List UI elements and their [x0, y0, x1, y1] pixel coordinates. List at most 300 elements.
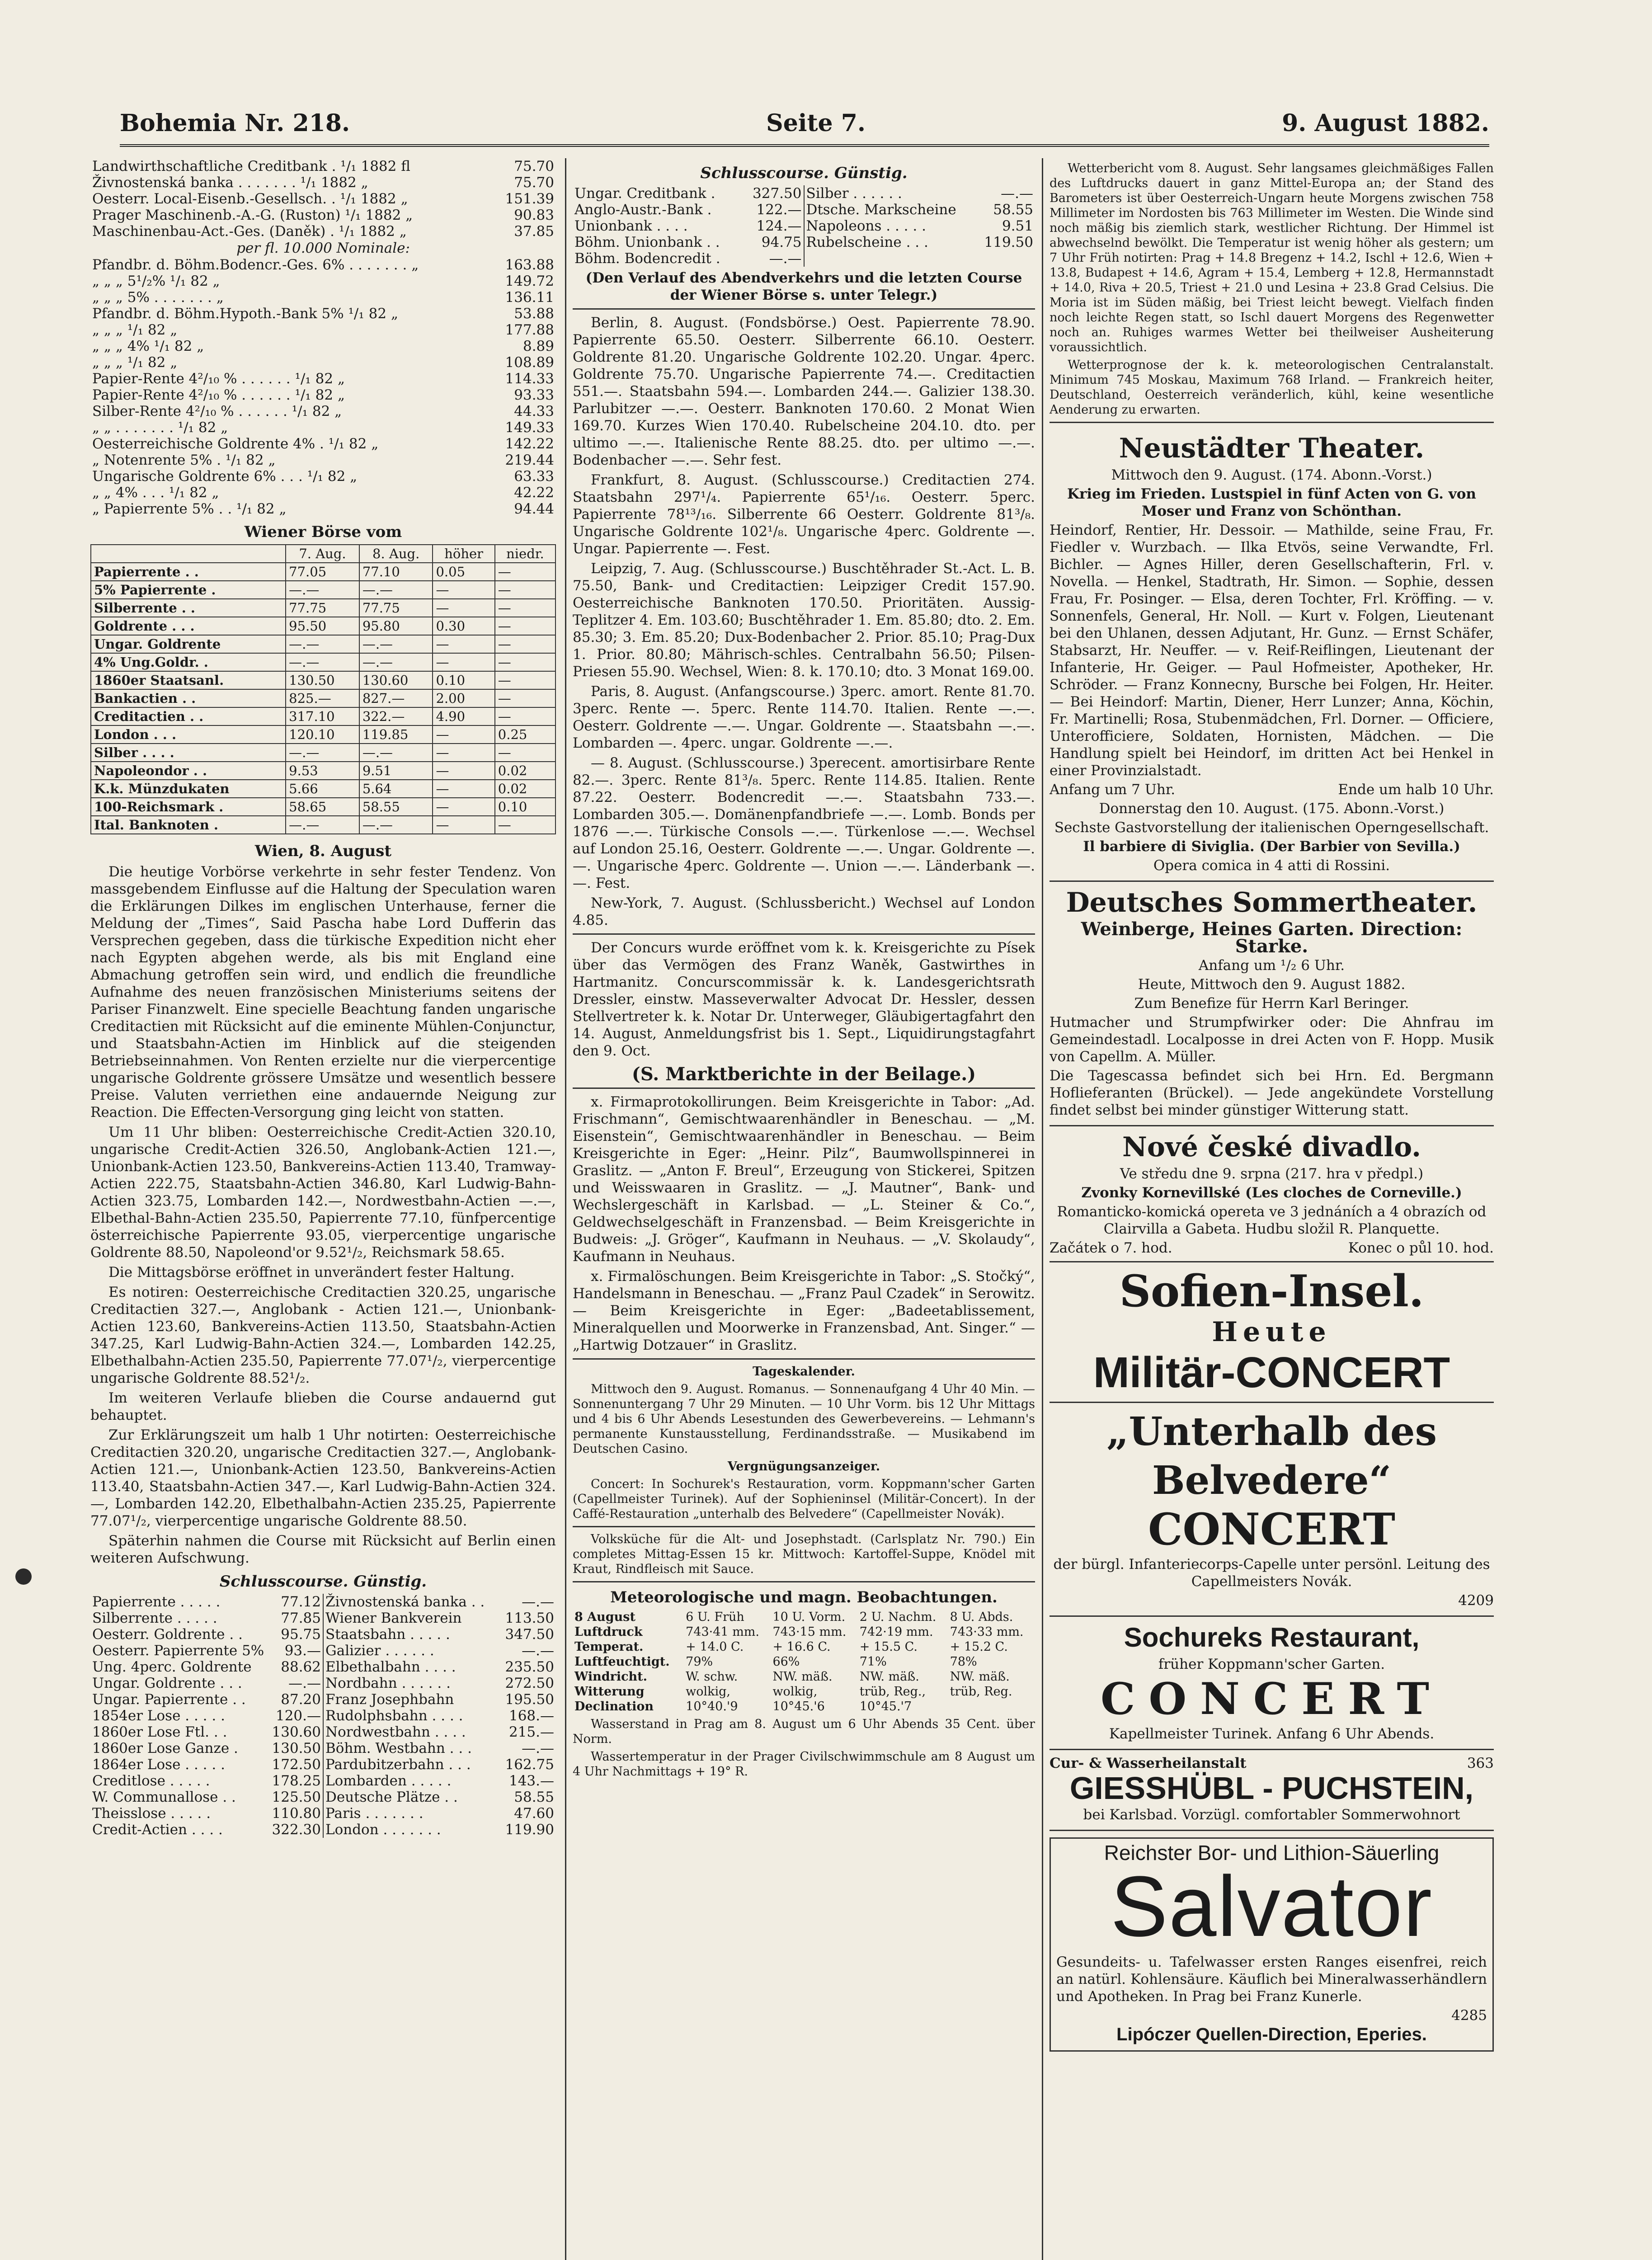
giesshuebl-number: 363: [1467, 1755, 1494, 1771]
table-cell: —: [495, 617, 555, 635]
belvedere-title: „Unterhalb des Belvedere“: [1106, 1409, 1437, 1503]
table-cell: 215.—: [508, 1724, 554, 1740]
tageskalender-title: Tageskalender.: [753, 1365, 855, 1379]
table-row: [90, 1708, 323, 1724]
sochurek-ad: [1050, 1617, 1494, 1750]
table-row: [573, 1639, 1035, 1654]
table-row: [90, 306, 556, 322]
table-cell: 77.10: [359, 563, 433, 581]
table-row: [91, 563, 555, 581]
table-cell: + 14.0 C.: [686, 1640, 744, 1654]
table-row: [90, 1789, 323, 1805]
table-cell: 0.10: [433, 671, 494, 689]
table-row: [573, 218, 804, 234]
table-cell: —.—: [522, 1740, 554, 1756]
neustaedter-theater-ad: [1050, 428, 1494, 882]
table-cell: 77.12: [281, 1594, 321, 1610]
table-row: [573, 1610, 1035, 1624]
frankfurt-report: Frankfurt, 8. August. (Schlusscourse.) Creditactien 274. Staatsbahn 297¹/₄. Papierrente 65¹/₁₆. Oesterr. 5perc. Papierrente 78¹³/₁₆. Silberrente 66 Oesterr. Goldrente 81³/₈. Ungarische Goldrente 102¹/₈. Ungarische 4perc. Goldrente —. Ungar. Papierrente —. Fest.: [573, 472, 1035, 557]
table-cell: Ungar. Papierrente . .: [92, 1691, 246, 1708]
table-cell: 10°45.'6: [772, 1700, 825, 1714]
table-cell: 47.60: [514, 1805, 554, 1822]
table-cell: Silber . . . . . .: [806, 185, 902, 202]
table-cell: 4.90: [433, 707, 494, 725]
table-cell: Staatsbahn . . . . .: [325, 1626, 450, 1643]
table-row: [90, 257, 556, 273]
table-cell: Silber-Rente 4²/₁₀ % . . . . . . ¹/₁ 82 „: [92, 403, 342, 419]
table-cell: —.—: [522, 1643, 554, 1659]
table-cell: 195.50: [505, 1691, 554, 1708]
table-cell: 0.05: [433, 563, 494, 581]
table-cell: —.—: [359, 744, 433, 762]
table-row: [90, 1626, 323, 1643]
column-header: 8. Aug.: [359, 545, 433, 563]
table-cell: „ „ . . . . . . . ¹/₁ 82 „: [92, 419, 228, 436]
leipzig-report: Leipzig, 7. Aug. (Schlusscourse.) Buschtěhrader St.-Act. L. B. 75.50, Bank- und Creditactien: Leipziger Credit 157.90. Oesterreichische Banknoten 170.50. Prioritäten. Aussig-Teplitzer 4. Em. 103.60; Buschtěhrader 1. Em. 85.80; dto. 2. Em. 85.30; 3. Em. 85.20; Dux-Bodenbacher 2. Prior. 85.10; Prag-Dux 1. Prior. 80.80; Mährisch-schles. Centralbahn 56.50; Pilsen-Priesen 55.90. Wechsel, Wien: 8. k. 170.10; dto. 3 Monat 169.00.: [573, 560, 1035, 680]
table-cell: 235.50: [505, 1659, 554, 1675]
table-cell: Credit-Actien . . . .: [92, 1822, 223, 1838]
sommertheater-title: Deutsches Sommertheater.: [1066, 887, 1478, 918]
nove-divadlo-title: Nové české divadlo.: [1122, 1131, 1421, 1163]
table-cell: Papierrente . . . . .: [92, 1594, 221, 1610]
table-cell: Silber . . . .: [91, 744, 286, 762]
table-row: [90, 322, 556, 338]
table-cell: 9.51: [1002, 218, 1033, 234]
table-cell: Temperat.: [574, 1640, 644, 1654]
table-cell: 0.10: [495, 798, 555, 816]
table-cell: 114.33: [505, 371, 554, 387]
table-row: [91, 798, 555, 816]
table-cell: 5.66: [286, 780, 359, 798]
table-row: [324, 1610, 556, 1626]
table-row: [324, 1756, 556, 1773]
nove-divadlo-times: [1050, 1239, 1494, 1257]
market-report-4: Es notiren: Oesterreichische Creditactien 320.25, ungarische Creditactien 327.—, Anglobank - Actien 121.—, Unionbank-Actien 123.60, Bankvereins-Actien 113.50, Staatsbahn-Actien 347.25, Karl Ludwig-Bahn-Actien 324.—, Lombarden 142.25, Elbethalbahn-Actien 235.50, Papierrente 77.07¹/₂, vierpercentige ungarische Goldrente 88.52¹/₂.: [90, 1284, 556, 1386]
table-cell: Ital. Banknoten .: [91, 816, 286, 834]
table-cell: 1854er Lose . . . . .: [92, 1708, 225, 1724]
table-cell: Luftfeuchtigt.: [574, 1655, 670, 1669]
table-cell: Nordwestbahn . . . .: [325, 1724, 466, 1740]
table-cell: —: [495, 635, 555, 653]
table-cell: Ungar. Goldrente . . .: [92, 1675, 242, 1691]
table-cell: Rubelscheine . . .: [806, 234, 928, 250]
sommertheater-place: Weinberge, Heines Garten. Direction: Starke.: [1081, 918, 1463, 957]
table-row: [91, 599, 555, 617]
marktberichte-note: (S. Marktberichte in der Beilage.): [631, 1064, 976, 1085]
sochurek-text: Kapellmeister Turinek. Anfang 6 Uhr Abends.: [1109, 1726, 1435, 1742]
table-cell: —: [433, 725, 494, 744]
table-cell: 0.02: [495, 780, 555, 798]
neustaedter-sub-2: Opera comica in 4 atti di Rossini.: [1153, 857, 1390, 874]
table-cell: + 15.5 C.: [859, 1640, 918, 1654]
table-cell: „ „ „ 5% . . . . . . . „: [92, 289, 224, 306]
table-cell: 178.25: [272, 1773, 321, 1789]
table-cell: Paris . . . . . . .: [325, 1805, 424, 1822]
table-cell: 77.75: [286, 599, 359, 617]
table-cell: + 16.6 C.: [772, 1640, 831, 1654]
table-cell: 2 U. Nachm.: [859, 1610, 937, 1624]
table-cell: 77.05: [286, 563, 359, 581]
table-cell: „ „ 4% . . . ¹/₁ 82 „: [92, 485, 219, 501]
table-cell: 8.89: [522, 338, 554, 354]
table-cell: Luftdruck: [574, 1625, 643, 1639]
sochurek-sub: früher Koppmann'scher Garten.: [1158, 1656, 1385, 1672]
table-cell: —: [433, 798, 494, 816]
table-cell: 8 August: [574, 1610, 635, 1624]
vergnuegung-title: Vergnügungsanzeiger.: [727, 1460, 880, 1474]
table-cell: 1864er Lose . . . . .: [92, 1756, 225, 1773]
neustaedter-play: Krieg im Frieden. Lustspiel in fünf Acten von G. von Moser und Franz von Schönthan.: [1067, 486, 1476, 519]
table-row: [91, 689, 555, 707]
table-cell: Galizier . . . . . .: [325, 1643, 434, 1659]
table-cell: W. Communallose . .: [92, 1789, 236, 1805]
belvedere-concert: CONCERT: [1148, 1504, 1395, 1555]
table-cell: 177.88: [505, 322, 554, 338]
table-row: [324, 1626, 556, 1643]
table-cell: —: [495, 581, 555, 599]
table-cell: Landwirthschaftliche Creditbank . ¹/₁ 1882 fl: [92, 158, 410, 174]
wien-boerse-title: Wiener Börse vom: [244, 523, 402, 541]
column-3: [1042, 158, 1494, 2260]
newyork-report: New-York, 7. August. (Schlussbericht.) Wechsel auf London 4.85.: [573, 895, 1035, 928]
table-cell: Živnostenská banka . . . . . . . ¹/₁ 1882 „: [92, 174, 368, 191]
table-row: [573, 1669, 1035, 1684]
salvator-number: 4285: [1451, 2007, 1487, 2024]
market-report-2: Um 11 Uhr bliben: Oesterreichische Credit-Actien 320.10, ungarische Credit-Actien 326.50, Anglobank-Actien 121.—, Unionbank-Actien 123.50, Bankvereins-Actien 113.40, Tramway-Actien 222.75, Staatsbahn-Actien 346.80, Karl Ludwig-Bahn-Actien 323.75, Lombarden 142.—, Nordwestbahn-Actien —.—, Elbethal-Bahn-Actien 235.50, Papierrente 77.10, fünfpercentige österreichische Papierrente 93.05, vierpercentige ungarische Goldrente 88.50, Napoleond'or 9.52¹/₂, Reichsmark 58.65.: [90, 1124, 556, 1261]
table-cell: Ung. 4perc. Goldrente: [92, 1659, 252, 1675]
table-cell: wolkig,: [772, 1685, 818, 1699]
market-report-6: Zur Erklärungszeit um halb 1 Uhr notirten: Oesterreichische Creditactien 320.20, ungarische Creditactien 327.—, Anglobank-Actien 121.—, Unionbank-Actien 123.50, Bankvereins-Actien 113.40, Staatsbahn-Actien 347.—, Karl Ludwig-Bahn-Actien 324.—, Lombarden 142.20, Elbethalbahn-Actien 235.25, Papierrente 77.07¹/₂, vierpercentige ungarische Goldrente 88.50.: [90, 1427, 556, 1529]
table-row: [324, 1724, 556, 1740]
neustaedter-times: [1050, 781, 1494, 798]
paris-report: Paris, 8. August. (Anfangscourse.) 3perc. amort. Rente 81.70. 3perc. Rente —. 5perc. Rente 114.70. Italien. Rente —.—. Oesterr. Goldrente —.—. Ungar. Goldrente —. Staatsbahn —.—. Lombarden —. 4perc. ungar. Goldrente —.—.: [573, 683, 1035, 751]
column-header: 7. Aug.: [286, 545, 359, 563]
table-cell: —.—: [359, 635, 433, 653]
table-cell: trüb, Reg.,: [859, 1685, 926, 1699]
market-report-3: Die Mittagsbörse eröffnet in unverändert fester Haltung.: [108, 1264, 515, 1281]
table-cell: 743·41 mm.: [686, 1625, 759, 1639]
table-cell: „ „ „ ¹/₁ 82 „: [92, 354, 178, 371]
table-cell: —: [495, 563, 555, 581]
table-cell: 142.22: [505, 436, 554, 452]
table-row: [90, 436, 556, 452]
table-cell: Pfandbr. d. Böhm.Hypoth.-Bank 5% ¹/₁ 82 „: [92, 306, 399, 322]
table-row: [324, 1789, 556, 1805]
table-cell: 95.75: [281, 1626, 321, 1643]
table-row: [573, 250, 804, 267]
table-cell: W. schw.: [686, 1670, 738, 1684]
table-cell: —.—: [286, 653, 359, 671]
table-cell: 108.89: [505, 354, 554, 371]
column-2: [565, 158, 1035, 2260]
table-cell: 168.—: [508, 1708, 554, 1724]
table-row: [90, 468, 556, 485]
sofien-concert: Militär-CONCERT: [1093, 1348, 1450, 1397]
table-cell: NW. mäß.: [859, 1670, 919, 1684]
table-cell: Nordbahn . . . . . .: [325, 1675, 451, 1691]
schluss-table-col2: [573, 185, 1035, 267]
table-row: [805, 202, 1035, 218]
neustaedter-date-2: Donnerstag den 10. August. (175. Abonn.-Vorst.): [1099, 800, 1445, 817]
table-cell: —: [495, 653, 555, 671]
table-row: [90, 1643, 323, 1659]
table-cell: 0.25: [495, 725, 555, 744]
table-cell: 87.20: [281, 1691, 321, 1708]
nominale-label: per fl. 10.000 Nominale:: [236, 240, 410, 256]
table-cell: —.—: [286, 744, 359, 762]
table-cell: Creditlose . . . . .: [92, 1773, 210, 1789]
table-cell: 742·19 mm.: [859, 1625, 933, 1639]
paris-report-2: — 8. August. (Schlusscourse.) 3perecent. amortisirbare Rente 82.—. 3perc. Rente 81³/₈. 5perc. Rente 114.85. Italien. Rente 87.22. Oesterr. Bodencredit —.—. Staatsbahn 733.—. Lombarden 305.—. Domänenpfandbriefe —.—. Lomb. Bonds per 1876 —.—. Türkische Consols —.—. Türkenlose —.—. Wechsel auf London 25.16, Oesterr. Goldrente —.—. Ungar. Goldrente —.—. Ungarische 4perc. Goldrente —. Union —.—. Länderbank —.—. Fest.: [573, 755, 1035, 891]
table-cell: 4% Ung.Goldr. .: [91, 653, 286, 671]
table-cell: —: [495, 599, 555, 617]
sommertheater-ad: [1050, 882, 1494, 1126]
salvator-head: Reichster Bor- und Lithion-Säuerling: [1104, 1841, 1440, 1864]
binding-hole: [15, 1568, 32, 1585]
table-cell: Oesterr. Goldrente . .: [92, 1626, 243, 1643]
sofien-heute: Heute: [1212, 1316, 1332, 1348]
neustaedter-title: Neustädter Theater.: [1119, 433, 1425, 464]
table-row: [324, 1643, 556, 1659]
table-cell: 6 U. Früh: [686, 1610, 744, 1624]
table-cell: Oesterreichische Goldrente 4% . ¹/₁ 82 „: [92, 436, 379, 452]
table-cell: „ „ „ 5¹/₂% ¹/₁ 82 „: [92, 273, 220, 289]
sochurek-title: Sochureks Restaurant,: [1124, 1622, 1420, 1653]
table-cell: London . . . . . . .: [325, 1822, 441, 1838]
table-cell: NW. mäß.: [772, 1670, 833, 1684]
table-cell: Papier-Rente 4²/₁₀ % . . . . . . ¹/₁ 82 „: [92, 371, 345, 387]
table-cell: 93.33: [514, 387, 554, 403]
page-header: [120, 106, 1489, 147]
concurs-notice: Der Concurs wurde eröffnet vom k. k. Kreisgerichte zu Písek über das Vermögen des Franz Waněk, Gastwirthes in Hartmanitz. Concurscommissär k. k. Landesgerichtsrath Dressler, einstw. Masseverwalter Advocat Dr. Hessler, dessen Stellvertreter k. k. Notar Dr. Unterweger, Gläubigertagfahrt den 14. August, Anmeldungsfrist bis 1. Sept., Liquidirungstagfahrt den 9. Oct.: [573, 940, 1035, 1059]
sommertheater-start: Anfang um ¹/₂ 6 Uhr.: [1198, 957, 1345, 974]
table-cell: 119.85: [359, 725, 433, 744]
table-cell: —.—: [359, 816, 433, 834]
nove-divadlo-line: Ve středu dne 9. srpna (217. hra v předpl.): [1120, 1166, 1424, 1182]
table-cell: Witterung: [574, 1685, 645, 1699]
table-row: [324, 1659, 556, 1675]
table-cell: „ „ „ 4% ¹/₁ 82 „: [92, 338, 204, 354]
table-cell: —: [495, 689, 555, 707]
table-cell: London . . .: [91, 725, 286, 744]
table-row: [90, 501, 556, 517]
table-row: [90, 1756, 323, 1773]
table-cell: Papierrente . .: [91, 563, 286, 581]
table-cell: 122.—: [756, 202, 802, 218]
table-row: [90, 1675, 323, 1691]
table-cell: Napoleondor . .: [91, 762, 286, 780]
table-cell: 66%: [772, 1655, 800, 1669]
sommertheater-play: Hutmacher und Strumpfwirker oder: Die Ahnfrau im Gemeindestadl. Localposse in drei Acten von F. Hopp. Musik von Capellm. A. Müller.: [1050, 1014, 1494, 1065]
table-cell: Lombarden . . . . .: [325, 1773, 452, 1789]
table-cell: —: [495, 707, 555, 725]
table-row: [91, 617, 555, 635]
nove-divadlo-play: Zvonky Kornevillské (Les cloches de Corneville.): [1081, 1185, 1462, 1201]
table-cell: 100-Reichsmark .: [91, 798, 286, 816]
neustaedter-text-2: Sechste Gastvorstellung der italienischen Operngesellschaft.: [1054, 819, 1489, 836]
table-cell: 53.88: [514, 306, 554, 322]
table-cell: trüb, Reg.: [950, 1685, 1012, 1699]
schluss-title-col2: Schlusscourse. Günstig.: [700, 164, 908, 182]
table-cell: 58.65: [286, 798, 359, 816]
table-row: [90, 354, 556, 371]
volkskueche-text: Volksküche für die Alt- und Josephstadt. (Carlsplatz Nr. 790.) Ein completes Mittag-Essen 15 kr. Mittwoch: Kartoffel-Suppe, Knödel mit Kraut, Rindfleisch mit Sauce.: [573, 1532, 1035, 1576]
table-cell: Silberrente . .: [91, 599, 286, 617]
table-cell: Windricht.: [574, 1670, 648, 1684]
table-cell: 219.44: [505, 452, 554, 468]
table-cell: Ungar. Goldrente: [91, 635, 286, 653]
table-cell: Oesterr. Local-Eisenb.-Gesellsch. . ¹/₁ 1882 „: [92, 191, 408, 207]
table-row: [91, 707, 555, 725]
table-cell: Pardubitzerbahn . . .: [325, 1756, 471, 1773]
table-cell: —.—: [286, 635, 359, 653]
table-row: [573, 185, 804, 202]
table-row: [324, 1740, 556, 1756]
market-report-5: Im weiteren Verlaufe blieben die Course andauernd gut behauptet.: [90, 1390, 556, 1423]
wetterbericht: Wetterbericht vom 8. August. Sehr langsames gleichmäßiges Fallen des Luftdrucks dauert in ganz Mittel-Europa an; der Stand des Barometers ist über Oesterreich-Ungarn heute Morgens zwischen 758 Millimeter im Nordosten bis 763 Millimeter im Westen. Die Winde sind noch mäßig bis ziemlich stark, westlicher Richtung. Der Himmel ist abwechselnd bewölkt. Die Temperatur ist wenig höher als gestern; um 7 Uhr Früh notirten: Prag + 14.8 Bregenz + 14.2, Ischl + 12.6, Wien + 13.8, Budapest + 14.6, Agram + 15.4, Lemberg + 12.8, Hermannstadt + 14.0, Riva + 20.5, Triest + 21.0 und Lesina + 23.8 Grad Celsius. Die Moria ist im Süden mäßig, bei Triest leicht bewegt. Vielfach finden noch leichte Regen statt, so Ischl dauert Morgens des Regenwetter noch an. Ruhiges warmes Wetter bei theilweiser Ausheiterung voraussichtlich.: [1050, 161, 1494, 354]
table-cell: „ Notenrente 5% . ¹/₁ 82 „: [92, 452, 276, 468]
table-row: [91, 816, 555, 834]
table-cell: 42.22: [514, 485, 554, 501]
table-cell: 272.50: [505, 1675, 554, 1691]
table-cell: 162.75: [505, 1756, 554, 1773]
table-cell: Anglo-Austr.-Bank .: [574, 202, 712, 218]
table-cell: 110.80: [272, 1805, 321, 1822]
table-row: [91, 653, 555, 671]
table-cell: 44.33: [514, 403, 554, 419]
column-header: niedr.: [495, 545, 555, 563]
sofien-insel-ad: [1050, 1262, 1494, 1403]
table-row: [90, 158, 556, 174]
table-row: [90, 174, 556, 191]
giesshuebl-big: GIESSHÜBL - PUCHSTEIN,: [1069, 1770, 1474, 1806]
table-cell: 119.50: [984, 234, 1033, 250]
sofien-title: Sofien-Insel.: [1119, 1266, 1424, 1317]
market-report-1: Die heutige Vorbörse verkehrte in sehr fester Tendenz. Von massgebendem Einflusse auf die Haltung der Speculation waren die Erklärungen Dilkes im englischen Unterhause, ferner die Meldung der „Times“, Said Pascha habe Lord Dufferin das Versprechen gegeben, dass die türkische Expedition nicht eher nach Egypten abgehen werde, als bis mit England eine Abmachung getroffen sein wird, und endlich die freundliche Aufnahme des neuen französischen Ministeriums seitens der Pariser Finanzwelt. Eine specielle Beachtung fanden ungarische Creditactien mit Rücksicht auf die eminente Mühlen-Conjunctur, und Staatsbahn-Actien im Hinblick auf die steigenden Betriebseinnahmen. Von Renten erzielte nur die vierpercentige ungarische Goldrente grössere Umsätze und wesentlich bessere Preise. Valuten verriethen eine andauernde Neigung zur Reaction. Die Effecten-Versorgung ging leicht von statten.: [90, 864, 556, 1121]
table-cell: 10°40.'9: [686, 1700, 738, 1714]
table-cell: Napoleons . . . . .: [806, 218, 926, 234]
table-cell: 130.50: [272, 1740, 321, 1756]
table-cell: —.—: [359, 653, 433, 671]
table-cell: Theisslose . . . . .: [92, 1805, 211, 1822]
table-cell: 2.00: [433, 689, 494, 707]
table-row: [324, 1805, 556, 1822]
issue-date: 9. August 1882.: [1282, 109, 1489, 137]
table-cell: 93.—: [284, 1643, 321, 1659]
table-cell: —.—: [1001, 185, 1033, 202]
sommertheater-benefit: Zum Benefize für Herrn Karl Beringer.: [1134, 995, 1409, 1012]
table-row: [91, 780, 555, 798]
table-cell: Deutsche Plätze . .: [325, 1789, 458, 1805]
table-cell: 90.83: [514, 207, 554, 223]
table-cell: —: [433, 635, 494, 653]
table-row: [91, 581, 555, 599]
schluss-note: (Den Verlauf des Abendverkehrs und die letzten Course der Wiener Börse s. unter Telegr.): [585, 270, 1022, 303]
table-row: [90, 1740, 323, 1756]
table-cell: 77.85: [281, 1610, 321, 1626]
table-cell: 10 U. Vorm.: [772, 1610, 846, 1624]
table-cell: 71%: [859, 1655, 887, 1669]
table-cell: + 15.2 C.: [950, 1640, 1008, 1654]
table-cell: —: [433, 762, 494, 780]
table-cell: 88.62: [281, 1659, 321, 1675]
sommertheater-note: Die Tagescassa befindet sich bei Hrn. Ed. Bergmann Hoflieferanten (Brückel). — Jede angekündete Vorstellung findet selbst bei minder günstiger Witterung statt.: [1050, 1068, 1494, 1118]
schluss-title-col1: Schlusscourse. Günstig.: [219, 1573, 427, 1591]
masthead-issue: Bohemia Nr. 218.: [120, 109, 350, 137]
table-cell: Oesterr. Papierrente 5%: [92, 1643, 264, 1659]
table-cell: 58.55: [514, 1789, 554, 1805]
table-cell: 9.51: [359, 762, 433, 780]
meteo-table: [573, 1610, 1035, 1714]
table-cell: —.—: [288, 1675, 321, 1691]
table-cell: K.k. Münzdukaten: [91, 780, 286, 798]
giesshuebl-sub: bei Karlsbad. Vorzügl. comfortabler Sommerwohnort: [1083, 1807, 1460, 1823]
table-cell: —: [433, 599, 494, 617]
belvedere-ad: [1050, 1403, 1494, 1617]
firma-protokoll: x. Firmaprotokollirungen. Beim Kreisgerichte in Tabor: „Ad. Frischmann“, Gemischtwaarenhändler in Beneschau. — „M. Eisenstein“, Gemischtwaarenhändler in Beneschau. — Beim Kreisgerichte in Eger: „Heinr. Pilz“, Baumwollspinnerei in Graslitz. — „Anton F. Breul“, Erzeugung von Stickerei, Spitzen und Weisswaaren in Graslitz. — „J. Mautner“, Bank- und Wechslergeschäft in Karlsbad. — „L. Steiner & Co.“, Geldwechselgeschäft in Franzensbad. — Beim Kreisgerichte in Budweis: „J. Gröger“, Kaufmann in Neuhaus. — „V. Skolaudy“, Kaufmann in Neuhaus.: [573, 1094, 1035, 1265]
table-cell: Böhm. Westbahn . . .: [325, 1740, 472, 1756]
table-row: [573, 1624, 1035, 1639]
table-cell: 77.75: [359, 599, 433, 617]
table-cell: Ungarische Goldrente 6% . . . ¹/₁ 82 „: [92, 468, 358, 485]
table-row: [324, 1822, 556, 1838]
table-cell: —.—: [286, 581, 359, 599]
page-number: Seite 7.: [766, 109, 866, 137]
table-cell: Unionbank . . . .: [574, 218, 688, 234]
table-cell: 120.10: [286, 725, 359, 744]
table-cell: 5.64: [359, 780, 433, 798]
table-row: [90, 1659, 323, 1675]
table-row: [90, 1594, 323, 1610]
table-cell: 130.60: [272, 1724, 321, 1740]
table-cell: 124.—: [756, 218, 802, 234]
salvator-text: Gesundeits- u. Tafelwasser ersten Ranges eisenfrei, reich an natürl. Kohlensäure. Käuflich bei Mineralwasserhändlern und Apotheken. In Prag bei Franz Kunerle.: [1056, 1954, 1487, 2005]
table-cell: 317.10: [286, 707, 359, 725]
wasserstand-text: Wasserstand in Prag am 8. August um 6 Uhr Abends 35 Cent. über Norm.: [573, 1717, 1035, 1746]
table-cell: 743·15 mm.: [772, 1625, 847, 1639]
table-cell: „ „ „ ¹/₁ 82 „: [92, 322, 178, 338]
table-cell: Wiener Bankverein: [325, 1610, 462, 1626]
table-cell: 94.75: [761, 234, 802, 250]
sochurek-concert: CONCERT: [1101, 1673, 1443, 1724]
table-cell: 743·33 mm.: [950, 1625, 1024, 1639]
giesshuebl-ad: [1050, 1750, 1494, 1831]
table-cell: 95.80: [359, 617, 433, 635]
table-row: [90, 1691, 323, 1708]
vergnuegung-text: Concert: In Sochurek's Restauration, vorm. Koppmann'scher Garten (Capellmeister Turinek). Auf der Sophieninsel (Militär-Concert). In der Caffé-Restauration „unterhalb des Belvedere“ (Capellmeister Novák).: [573, 1477, 1035, 1521]
table-cell: 130.50: [286, 671, 359, 689]
table-row: [90, 1773, 323, 1789]
table-cell: Ungar. Creditbank .: [574, 185, 715, 202]
schluss-table-col1: [90, 1594, 556, 1838]
table-row: [90, 419, 556, 436]
table-row: [91, 762, 555, 780]
table-cell: 1860er Lose Ganze .: [92, 1740, 238, 1756]
salvator-ad: [1050, 1837, 1494, 2052]
table-cell: —: [433, 744, 494, 762]
table-cell: —: [433, 653, 494, 671]
table-row: [573, 1684, 1035, 1699]
table-cell: 79%: [686, 1655, 713, 1669]
table-cell: 9.53: [286, 762, 359, 780]
bonds-table: [90, 158, 556, 240]
table-cell: —: [433, 816, 494, 834]
table-cell: 1860er Lose Ftl. . .: [92, 1724, 227, 1740]
market-report-7: Späterhin nahmen die Course mit Rücksicht auf Berlin einen weiteren Aufschwung.: [90, 1533, 556, 1566]
table-cell: —.—: [286, 816, 359, 834]
neustaedter-cast: Heindorf, Rentier, Hr. Dessoir. — Mathilde, seine Frau, Fr. Fiedler v. Wurzbach. — Ilka Etvös, seine Verwandte, Frl. Bichler. — Agnes Hiller, deren Gesellschafterin, Frl. v. Novella. — Henkel, Stadtrath, Hr. Simon. — Sophie, dessen Frau, Fr. Posinger. — Elsa, deren Tochter, Frl. Kröffing. — v. Sonnenfels, General, Hr. Noll. — Kurt v. Folgen, Lieutenant bei den Uhlanen, dessen Adjutant, Hr. Gunz. — Ernst Schäfer, Stabsarzt, Hr. Neuffer. — v. Reif-Reiflingen, Lieutenant der Infanterie, Hr. Geiger. — Paul Hofmeister, Apotheker, Hr. Schröder. — Franz Konnecny, Bursche bei Folgen, Hr. Heiter. — Bei Heindorf: Martin, Diener, Herr Lunzer; Anna, Köchin, Fr. Martinelli; Rosa, Stubenmädchen, Frl. Dorner. — Officiere, Unterofficiere, Soldaten, Hornisten, Mädchen. — Die Handlung spielt bei Heindorf, im dritten Act bei Henkel in einer Provinzialstadt.: [1050, 522, 1494, 779]
table-cell: [948, 1699, 1035, 1714]
